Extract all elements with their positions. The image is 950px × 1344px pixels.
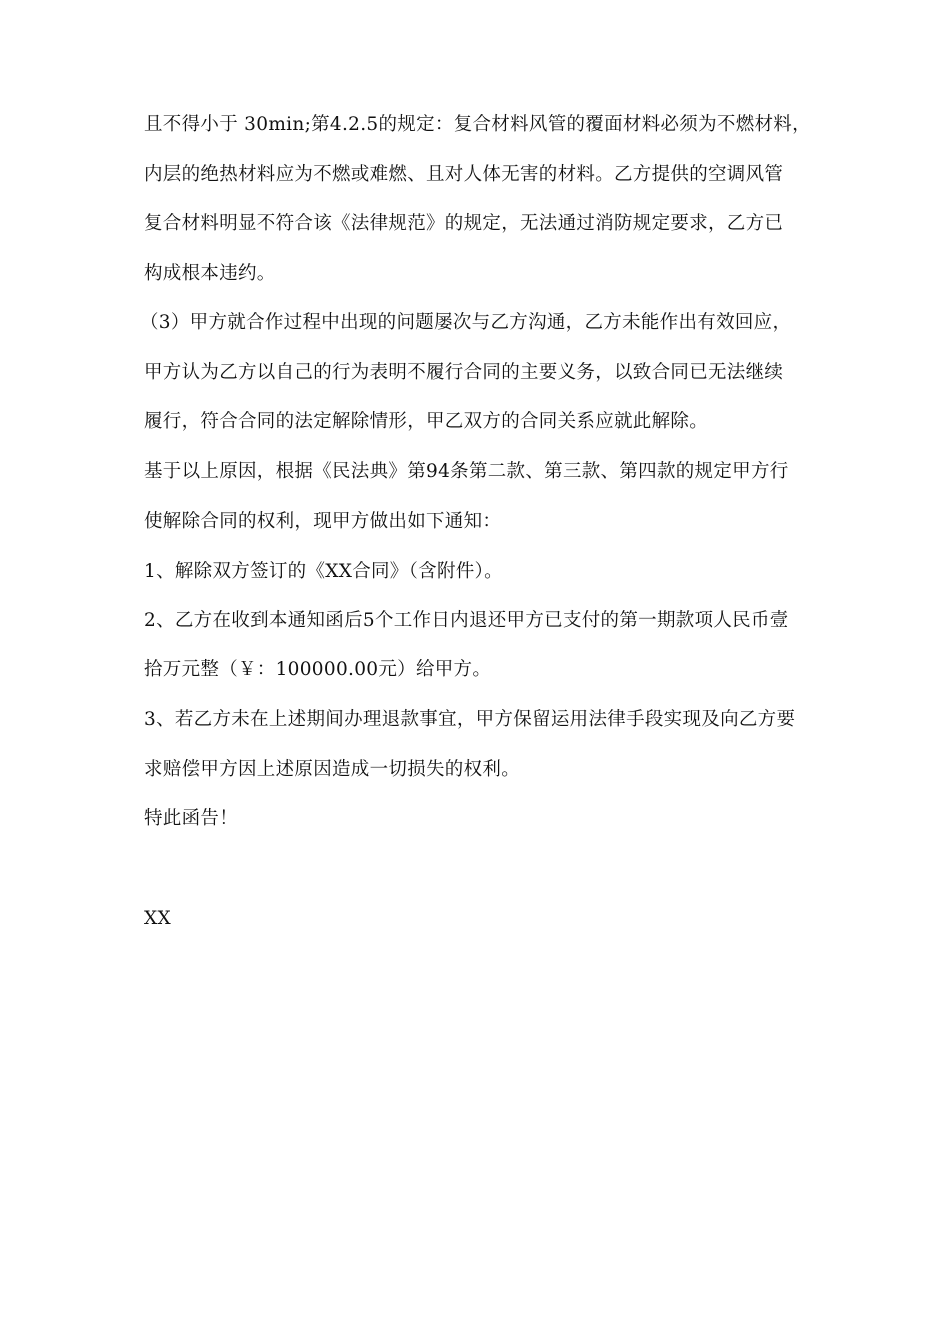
body-text-line: 复合材料明显不符合该《法律规范》的规定，无法通过消防规定要求，乙方已 [144, 213, 784, 234]
body-text-line: （3）甲方就合作过程中出现的问题屡次与乙方沟通，乙方未能作出有效回应， [140, 312, 792, 333]
notice-item-2-continued: 拾万元整（￥：100000.00元）给甲方。 [144, 659, 492, 680]
notice-item-2: 2、乙方在收到本通知函后5个工作日内退还甲方已支付的第一期款项人民币壹 [144, 610, 789, 631]
body-text-line: 甲方认为乙方以自己的行为表明不履行合同的主要义务，以致合同已无法继续 [144, 362, 784, 383]
body-text-line: 构成根本违约。 [144, 263, 276, 284]
signature: XX [144, 908, 171, 929]
body-text-line: 基于以上原因，根据《民法典》第94条第二款、第三款、第四款的规定甲方行 [144, 461, 789, 482]
notice-item-3: 3、若乙方未在上述期间办理退款事宜，甲方保留运用法律手段实现及向乙方要 [144, 709, 796, 730]
body-text-line: 内层的绝热材料应为不燃或难燃、且对人体无害的材料。乙方提供的空调风管 [144, 164, 784, 185]
body-text-line: 履行，符合合同的法定解除情形，甲乙双方的合同关系应就此解除。 [144, 411, 709, 432]
body-text-line: 且不得小于 30min;第4.2.5的规定：复合材料风管的覆面材料必须为不燃材料， [144, 114, 811, 135]
body-text-line: 使解除合同的权利，现甲方做出如下通知： [144, 511, 502, 532]
closing-statement: 特此函告！ [144, 808, 239, 829]
notice-item-1: 1、解除双方签订的《XX合同》（含附件）。 [144, 561, 503, 582]
notice-item-3-continued: 求赔偿甲方因上述原因造成一切损失的权利。 [144, 759, 521, 780]
